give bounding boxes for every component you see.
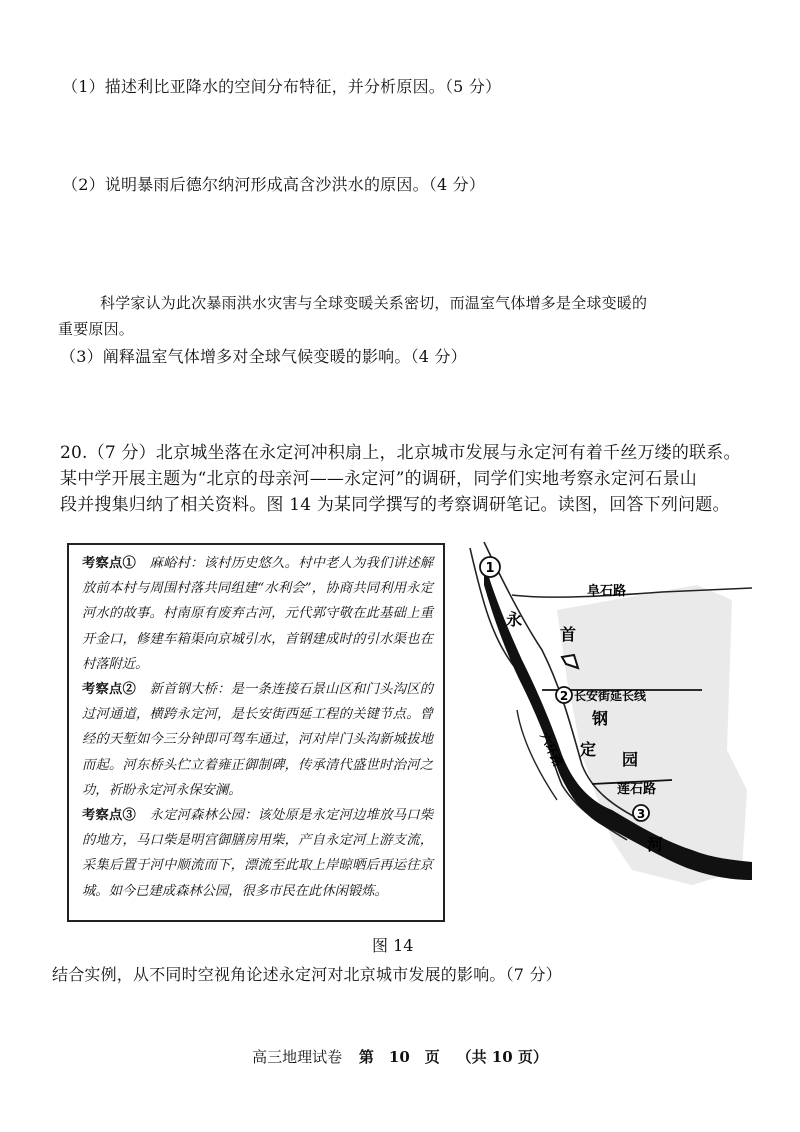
note-point-2-tag: 考察点② [82, 682, 137, 698]
q20-intro-line1: 20.（7 分）北京城坐落在永定河冲积扇上，北京城市发展与永定河有着千丝万缕的联系。 [60, 443, 741, 463]
map-char-shou: 首 [560, 625, 577, 644]
question-1: （1）描述利比亚降水的空间分布特征，并分析原因。（5 分） [62, 77, 502, 96]
q20-intro-line3: 段并搜集归纳了相关资料。图 14 为某同学撰写的考察调研笔记。读图，回答下列问题。 [60, 495, 730, 515]
map-char-he: 河 [647, 835, 664, 854]
question-3: （3）阐释温室气体增多对全球气候变暖的影响。（4 分） [60, 347, 467, 366]
page-footer [0, 1046, 800, 1067]
research-notes-box [67, 543, 445, 922]
question-2: （2）说明暴雨后德尔纳河形成高含沙洪水的原因。（4 分） [62, 175, 486, 194]
map-char-gang: 钢 [592, 709, 609, 728]
label-ring6-road: 六环路 [537, 730, 566, 769]
footer-page: 第 10 页 [358, 1048, 440, 1066]
note-point-1-tag: 考察点① [82, 556, 137, 571]
note-point-1-text: 麻峪村：该村历史悠久。村中老人为我们讲述解放前本村与周围村落共同组建“水利会”，协商共同利用永定河水的故事。村南原有废弃古河，元代郭守敬在此基础上重开金口，修建车箱渠向京城引水，首钢建成时的引水渠也在村落附近。 [82, 556, 434, 672]
site-marker-3-label: 3 [636, 807, 646, 821]
map-char-yuan: 园 [622, 750, 639, 769]
river-island [562, 655, 578, 668]
note-point-3-text: 永定河森林公园：该处原是永定河边堆放马口柴的地方，马口柴是明宫御膳房用柴，产自永定河上游支流，采集后置于河中顺流而下，漂流至此取上岸晾晒后再运往京城。如今已建成森林公园，很多市民在此休闲锻炼。 [82, 808, 434, 899]
footer-total: （共 10 页） [456, 1048, 548, 1066]
site-marker-2-label: 2 [559, 689, 569, 703]
context-paragraph-line2: 重要原因。 [58, 320, 135, 338]
label-changan-road: 长安街延长线 [574, 689, 647, 703]
site-marker-1 [480, 557, 500, 577]
footer-subject: 高三地理试卷 [252, 1048, 343, 1066]
map-char-ding: 定 [580, 740, 597, 759]
site-marker-2 [556, 687, 572, 703]
yongding-river-map [462, 540, 752, 910]
site-marker-3 [633, 805, 649, 821]
note-point-1 [82, 551, 433, 677]
site-marker-1-label: 1 [485, 561, 495, 576]
note-point-3-tag: 考察点③ [82, 808, 137, 824]
context-paragraph-line1: 科学家认为此次暴雨洪水灾害与全球变暖关系密切，而温室气体增多是全球变暖的 [100, 294, 648, 312]
question-final: 结合实例，从不同时空视角论述永定河对北京城市发展的影响。（7 分） [52, 965, 562, 984]
label-fushi-road: 阜石路 [587, 584, 627, 599]
note-point-2 [82, 677, 433, 803]
note-point-3 [82, 803, 433, 904]
label-lianshi-road: 莲石路 [617, 782, 657, 797]
figure-caption: 图 14 [372, 936, 414, 955]
map-char-yong: 永 [506, 610, 523, 629]
q20-intro-line2: 某中学开展主题为“北京的母亲河——永定河”的调研，同学们实地考察永定河石景山 [60, 469, 697, 489]
note-point-2-text: 新首钢大桥：是一条连接石景山区和门头沟区的过河通道，横跨永定河，是长安街西延工程的关键节点。曾经的天堑如今三分钟即可驾车通过，河对岸门头沟新城拔地而起。河东桥头伫立着雍正御制碑，传承清代盛世时治河之功，祈盼永定河永保安澜。 [82, 682, 434, 798]
